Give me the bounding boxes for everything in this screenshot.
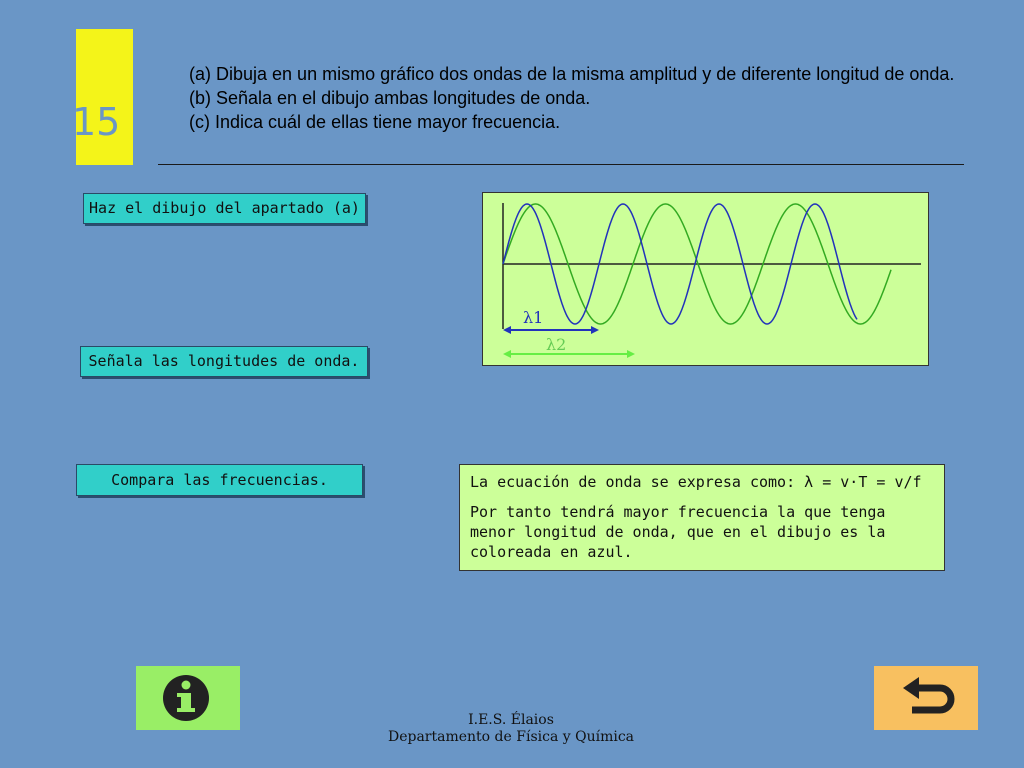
- lambda2-label: λ2: [546, 335, 567, 354]
- answer-box: [459, 464, 945, 571]
- lambda1-arrowhead-left: [503, 326, 511, 334]
- lambda1-arrowhead-right: [591, 326, 599, 334]
- footer: [380, 712, 642, 746]
- question-text: [189, 62, 969, 134]
- info-button[interactable]: [136, 666, 240, 730]
- lambda2-arrowhead-right: [627, 350, 635, 358]
- footer-school: I.E.S. Élaios: [468, 712, 554, 728]
- slide-number: 15: [72, 100, 121, 144]
- question-line-b: (b) Señala en el dibujo ambas longitudes de onda.: [189, 88, 591, 108]
- compare-frequencies-button[interactable]: Compara las frecuencias.: [76, 464, 363, 496]
- footer-department: Departamento de Física y Química: [387, 729, 635, 745]
- question-line-a: (a) Dibuja en un mismo gráfico dos ondas de la misma amplitud y de diferente longitud de onda.: [189, 64, 955, 84]
- draw-button[interactable]: Haz el dibujo del apartado (a): [83, 193, 366, 224]
- info-icon: [136, 666, 240, 730]
- answer-explanation: Por tanto tendrá mayor frecuencia la que tenga menor longitud de onda, que en el dibujo es la coloreada en azul.: [470, 503, 886, 561]
- wave-diagram: [482, 192, 929, 366]
- slide-number-block: [76, 29, 133, 165]
- mark-wavelengths-button[interactable]: Señala las longitudes de onda.: [80, 346, 368, 377]
- lambda1-label: λ1: [523, 308, 544, 327]
- lambda2-arrowhead-left: [503, 350, 511, 358]
- return-arrow-icon: [874, 666, 978, 730]
- answer-equation: La ecuación de onda se expresa como: λ = v·T = v/f: [470, 473, 922, 491]
- back-button[interactable]: [874, 666, 978, 730]
- title-divider: [158, 164, 964, 165]
- question-line-c: (c) Indica cuál de ellas tiene mayor frecuencia.: [189, 112, 561, 132]
